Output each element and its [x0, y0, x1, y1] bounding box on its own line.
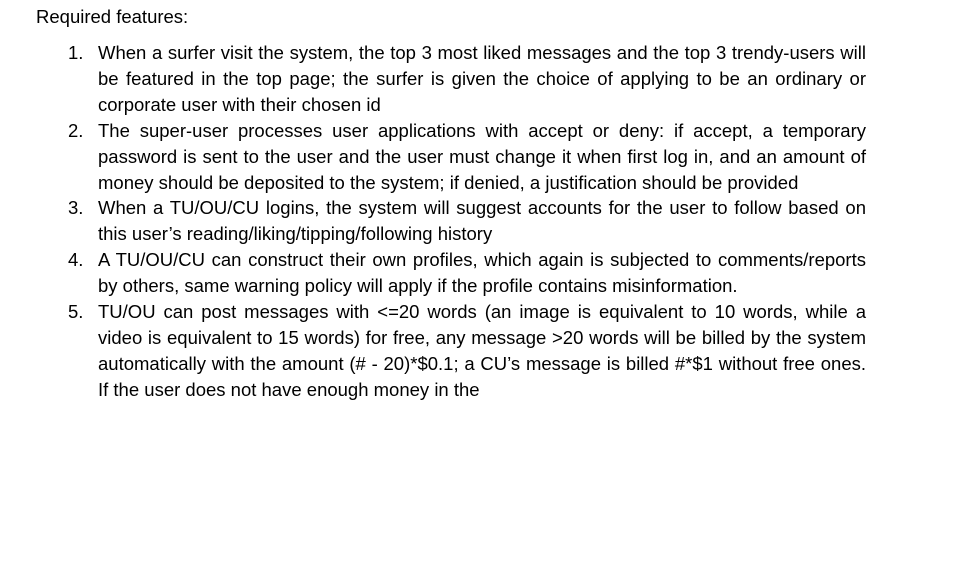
- list-item-number: 4.: [68, 249, 84, 271]
- list-item-number: 3.: [68, 197, 84, 219]
- list-item-number: 1.: [68, 42, 84, 63]
- list-item-text: When a TU/OU/CU logins, the system will suggest accounts for the user to follow based on this user’s reading/liking/tipping/following history: [98, 197, 866, 245]
- features-list: [36, 40, 866, 403]
- list-item-text: A TU/OU/CU can construct their own profiles, which again is subjected to comments/reports by others, same warning policy will apply if the profile contains misinformation.: [98, 249, 866, 297]
- document-body: [36, 4, 866, 403]
- list-item: [36, 118, 866, 196]
- list-item-number: 5.: [68, 301, 84, 323]
- list-item-text: TU/OU can post messages with <=20 words (an image is equivalent to 10 words, while a video is equivalent to 15 words) for free, any message >20 words will be billed by the system automatically with the amount (# - 20)*$0.1; a CU’s message is billed #*$1 without free ones. If the user does not have enough money in the: [98, 301, 866, 400]
- section-heading: Required features:: [36, 6, 189, 27]
- list-item-number: 2.: [68, 119, 84, 141]
- list-item: [36, 40, 866, 118]
- list-item: [36, 247, 866, 299]
- list-item-text: When a surfer visit the system, the top 3 most liked messages and the top 3 trendy-users will be featured in the top page; the surfer is given the choice of applying to be an ordinary or corporate user with their chosen id: [98, 42, 866, 115]
- list-item: [36, 299, 866, 403]
- list-item: [36, 195, 866, 247]
- list-item-text: The super-user processes user applications with accept or deny: if accept, a temporary password is sent to the user and the user must change it when first log in, and an amount of money should be deposited to the system; if denied, a justification should be provided: [98, 119, 866, 193]
